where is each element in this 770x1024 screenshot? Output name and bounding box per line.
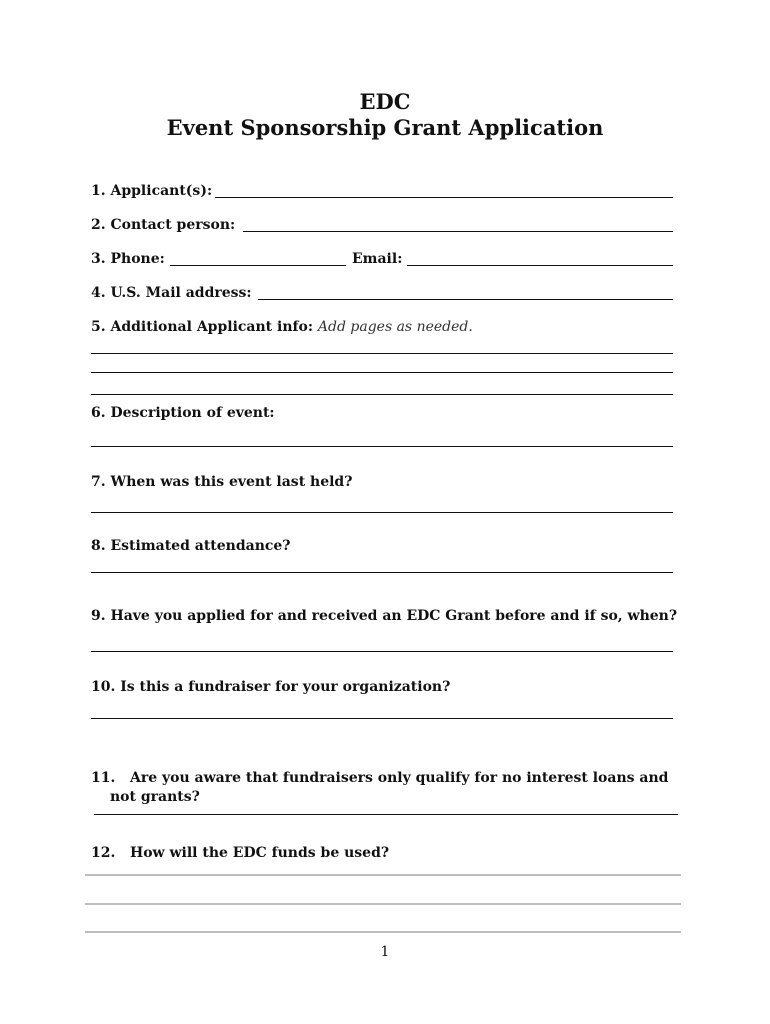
fundraiser-awareness-label-line1: 11. Are you aware that fundraisers only qualify for no interest loans and — [91, 770, 669, 786]
prior-grant-label: 9. Have you applied for and received an EDC Grant before and if so, when? — [91, 608, 678, 624]
additional-info-line-2[interactable] — [91, 372, 673, 373]
applicant-field-line[interactable] — [215, 197, 673, 198]
additional-info-line-1[interactable] — [91, 353, 673, 354]
page-title: Event Sponsorship Grant Application — [166, 115, 604, 140]
funds-use-line-2[interactable] — [85, 903, 681, 905]
page-number: 1 — [380, 944, 390, 960]
attendance-label: 8. Estimated attendance? — [91, 538, 291, 554]
fundraiser-awareness-label-line2: not grants? — [110, 789, 200, 805]
event-description-label: 6. Description of event: — [91, 405, 275, 421]
email-label: Email: — [352, 251, 403, 267]
fundraiser-awareness-line[interactable] — [94, 814, 678, 815]
fundraiser-label: 10. Is this a fundraiser for your organization? — [91, 679, 451, 695]
funds-use-label: 12. How will the EDC funds be used? — [91, 845, 390, 861]
last-held-label: 7. When was this event last held? — [91, 474, 353, 490]
additional-info-line-3[interactable] — [91, 394, 673, 395]
org-title: EDC — [359, 89, 411, 114]
additional-info-question — [91, 318, 473, 336]
additional-info-label: 5. Additional Applicant info: — [91, 319, 314, 335]
prior-grant-line[interactable] — [91, 651, 673, 652]
event-description-line[interactable] — [91, 446, 673, 447]
additional-info-hint: Add pages as needed. — [317, 319, 473, 335]
mail-address-field-line[interactable] — [258, 299, 673, 300]
phone-label: 3. Phone: — [91, 251, 165, 267]
mail-address-label: 4. U.S. Mail address: — [91, 285, 252, 301]
contact-person-label: 2. Contact person: — [91, 217, 236, 233]
last-held-line[interactable] — [91, 512, 673, 513]
contact-person-field-line[interactable] — [243, 231, 673, 232]
funds-use-line-1[interactable] — [85, 874, 681, 876]
phone-field-line[interactable] — [170, 265, 346, 266]
fundraiser-line[interactable] — [91, 718, 673, 719]
email-field-line[interactable] — [407, 265, 673, 266]
attendance-line[interactable] — [91, 572, 673, 573]
funds-use-line-3[interactable] — [85, 931, 681, 933]
applicant-label: 1. Applicant(s): — [91, 183, 213, 199]
